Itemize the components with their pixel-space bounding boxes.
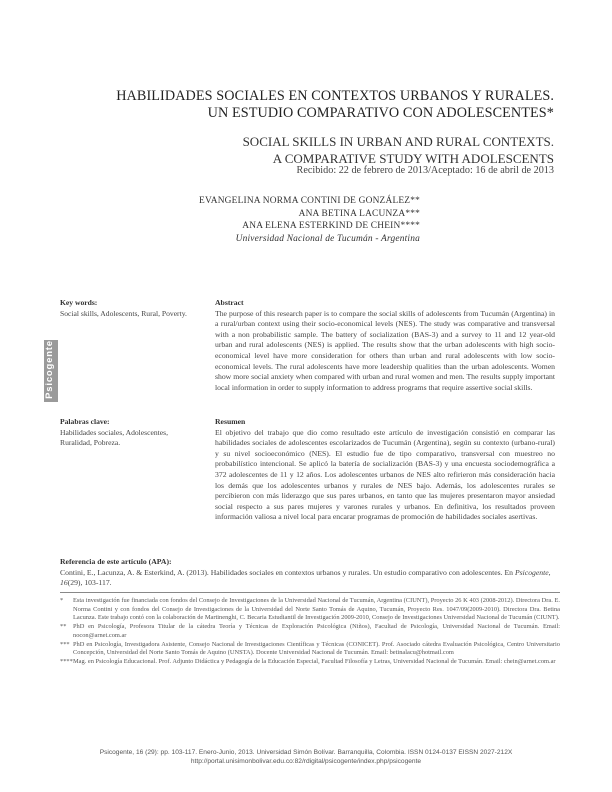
keywords-block [60, 298, 200, 319]
footnote-mark: *** [60, 640, 70, 648]
resumen-block [215, 417, 555, 523]
footnote-mark: * [60, 597, 64, 604]
title-english-line1: SOCIAL SKILLS IN URBAN AND RURAL CONTEXTS. [242, 134, 554, 149]
footnote-mark: **** [60, 657, 73, 665]
authors-block [40, 195, 420, 245]
affiliation: Universidad Nacional de Tucumán - Argentina [235, 233, 420, 244]
keywords-heading: Key words: [60, 298, 98, 307]
title-spanish [34, 88, 554, 122]
title-english-line2: A COMPARATIVE STUDY WITH ADOLESCENTS [272, 151, 554, 166]
footnote-text: PhD en Psicología, Profesora Titular de la cátedra Teoría y Técnicas de Exploración Psicológica (Niños), Facultad de Psicología, Universidad Nacional de Tucumán. Email: nocon@arnet.com.ar [73, 623, 560, 639]
reference-text-pre: Contini, E., Lacunza, A. & Esterkind, A. (2013). Habilidades sociales en contextos urbanos y rurales. Un estudio comparativo con adolescentes. En [60, 567, 515, 577]
footnotes-divider [60, 592, 560, 593]
footnote-text: PhD en Psicología, Investigadora Asistente, Consejo Nacional de Investigaciones Científicas y Técnicas (CONICET). Prof. Asociado cátedra Evaluación Psicológica, Centro Universitario Concepción, Universidad del Norte Santo Tomás de Aquino (UNSTA). Docente Universidad Nacional de Tucumán. Email: betinalacu@hotmail.com [73, 640, 560, 657]
abstract-heading: Abstract [215, 298, 244, 307]
footnote [60, 623, 560, 640]
footnote-mark: ** [60, 623, 67, 631]
palabras-clave-heading: Palabras clave: [60, 417, 110, 426]
footnote-text: Esta investigación fue financiada con fondos del Consejo de Investigaciones de la Universidad Nacional de Tucumán, Argentina (CIUNT), Proyecto 26 K 403 (2008-2012). Directora Dra. E. Norma Contini y con fondos del Consejo de Investigaciones de la Universidad del Norte Santo Tomás de Aquino, Tucumán, Proyecto Res. 1047/09(2009-2010). Directora Dra. Betina Lacunza. Este trabajo contó con la colaboración de Martinenghi, C. Becaria Estudiantil de Investigación 2009-2010, Consejo de Investigaciones Universidad Nacional de Tucumán (CIUNT). [73, 597, 560, 622]
footer-citation: Psicogente, 16 (29): pp. 103-117. Enero-Junio, 2013. Universidad Simón Bolívar. Barranquilla, Colombia. ISSN 0124-0137 EISSN 2027-212X [99, 749, 513, 756]
footnote [60, 597, 560, 623]
footnote [60, 641, 560, 658]
journal-badge [44, 340, 58, 402]
reference-text [60, 568, 560, 589]
palabras-clave-text: Habilidades sociales, Adolescentes, Ruralidad, Pobreza. [60, 427, 168, 448]
title-spanish-line1: HABILIDADES SOCIALES EN CONTEXTOS URBANOS Y RURALES. [116, 88, 554, 104]
author-3: ANA ELENA ESTERKIND DE CHEIN**** [242, 221, 420, 232]
keywords-text: Social skills, Adolescents, Rural, Poverty. [60, 308, 187, 318]
footer-url[interactable]: http://portal.unisimonbolivar.edu.co:82/rdigital/psicogente/index.php/psicogente [190, 758, 422, 765]
abstract-text: The purpose of this research paper is to compare the social skills of adolescents from Tucumán (Argentina) in a rural/urban context using their socio-economical levels (NES). The study was comparative and transversal with a non probabilistic sample. The battery of socialization (BAS-3) and a survey to 11 and 12 year-old urban and rural adolescents (NES) is applied. The results show that the urban adolescents with high socio-economical level have more consideration for others than urban and rural adolescents with low socio-economical levels. The rural adolescents have more leadership qualities than the urban adolescents. Women show more social anxiety when compared with urban and rural women and men. The results supply important local information in order to supply information to address programs that require assertive social skills. [215, 308, 555, 392]
title-english [34, 133, 554, 167]
resumen-heading: Resumen [215, 417, 246, 426]
reference-heading: Referencia de este artículo (APA): [60, 557, 172, 566]
reference-text-post: (29), 103-117. [67, 578, 112, 588]
resumen-text: El objetivo del trabajo que dio como resultado este artículo de investigación consistió en comparar las habilidades sociales de adolescentes escolarizados de Tucumán (Argentina), según su contexto (urbano-rural) y su nivel socioeconómico (NES). El estudio fue de tipo comparativo, transversal con muestreo no probabilístico intencional. Se aplicó la batería de socialización (BAS-3) y una encuesta sociodemográfica a 372 adolescentes de 11 y 12 años. Los adolescentes urbanos de NES alto refirieron más consideración hacia los demás que los adolescentes urbanos y rurales de NES bajo. Además, los adolescentes rurales se percibieron con más liderazgo que sus pares urbanos, en tanto que las mujeres presentaron mayor ansiedad social respecto a sus pares mujeres y varones rurales y urbanos. En definitiva, los resultados proveen información valiosa a nivel local para encarar programas de promoción de habilidades sociales asertivas. [215, 427, 555, 522]
received-dates: Recibido: 22 de febrero de 2013/Aceptado: 16 de abril de 2013 [296, 165, 554, 176]
palabras-clave-block [60, 417, 200, 449]
author-2: ANA BETINA LACUNZA*** [298, 208, 420, 219]
abstract-block [215, 298, 555, 393]
page-footer [0, 748, 612, 766]
footnotes [60, 597, 560, 667]
reference-block [60, 557, 560, 589]
author-1: EVANGELINA NORMA CONTINI DE GONZÁLEZ** [199, 196, 420, 206]
title-spanish-line2: UN ESTUDIO COMPARATIVO CON ADOLESCENTES* [207, 105, 554, 121]
footnote [60, 658, 560, 667]
footnote-text: Mag. en Psicología Educacional. Prof. Adjunto Didáctica y Pedagogía de la Educación Especial, Facultad Filosofía y Letras, Universidad Nacional de Tucumán. Email: chein@arnet.com.ar [73, 657, 556, 665]
reference-journal: Psicogente, 16 [60, 567, 551, 588]
journal-badge-label: Psicogente [43, 340, 55, 399]
